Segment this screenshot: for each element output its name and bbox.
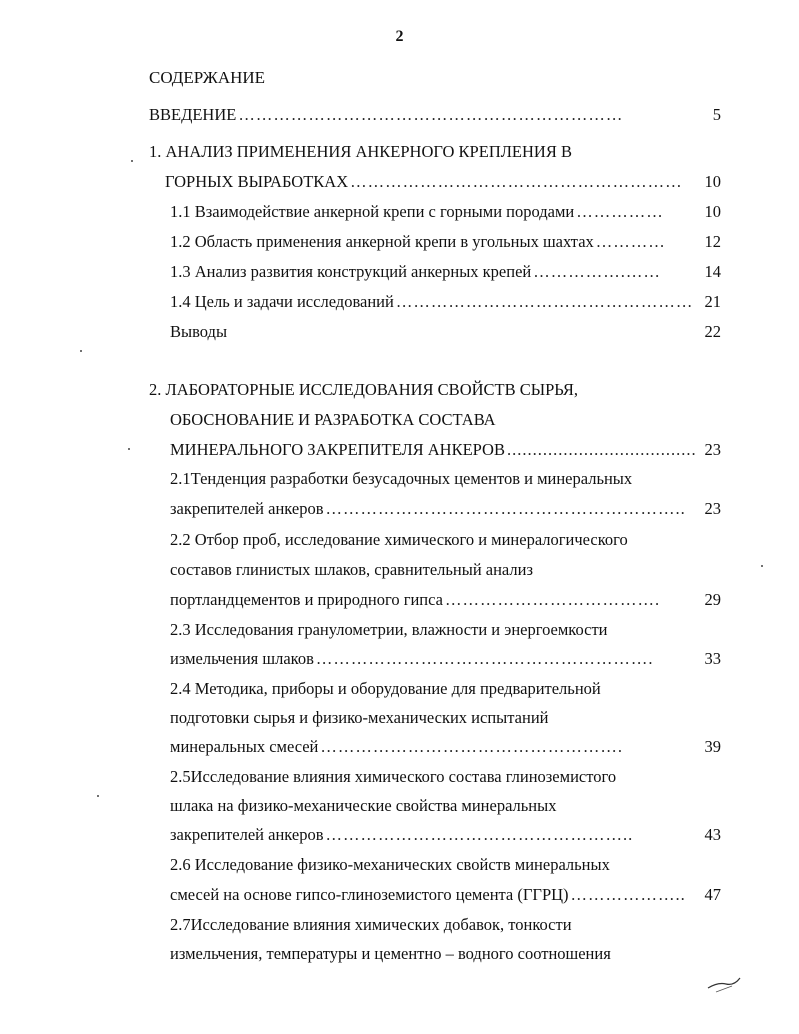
toc-entry-text: измельчения шлаков: [170, 649, 314, 668]
toc-entry-2-7-cont: измельчения, температуры и цементно – водного соотношения: [170, 944, 611, 963]
toc-entry-text: закрепителей анкеров: [170, 825, 324, 844]
toc-entry-text: ВВЕДЕНИЕ: [149, 105, 237, 124]
toc-page-number: 43: [704, 825, 721, 844]
chapter-1-heading: 1. АНАЛИЗ ПРИМЕНЕНИЯ АНКЕРНОГО КРЕПЛЕНИЯ В: [149, 142, 572, 161]
toc-entry-text: закрепителей анкеров: [170, 499, 324, 518]
dot-leader: …………………………………………………: [350, 172, 683, 191]
toc-entry-2-4-cont-2: [170, 737, 721, 757]
dot-leader: …………………………………………………………: [238, 105, 624, 124]
toc-entry-2-3: 2.3 Исследования гранулометрии, влажности и энергоемкости: [170, 620, 608, 639]
toc-page-number: 10: [704, 172, 721, 191]
dot-leader: …………………………………………….: [320, 737, 623, 756]
toc-page-number: 22: [704, 322, 721, 341]
scan-speck: [128, 448, 130, 450]
dot-leader: ………………..: [570, 885, 686, 904]
dot-leader: ……………………………………………..: [325, 825, 634, 844]
toc-entry-introduction: [149, 105, 721, 125]
dot-leader: …………: [595, 232, 666, 251]
toc-page-number: 33: [704, 649, 721, 668]
toc-page-number: 47: [704, 885, 721, 904]
toc-entry-conclusions: [170, 322, 721, 342]
toc-entry-1-4: [170, 292, 721, 312]
toc-entry-text: 1.1 Взаимодействие анкерной крепи с горными породами: [170, 202, 575, 221]
toc-entry-1-3: [170, 262, 721, 282]
toc-entry-1-1: [170, 202, 721, 222]
chapter-2-heading-cont-2: [170, 440, 721, 460]
toc-entry-2-6: 2.6 Исследование физико-механических свойств минеральных: [170, 855, 610, 874]
toc-entry-2-5-cont: шлака на физико-механические свойства минеральных: [170, 796, 557, 815]
toc-entry-text: 1.2 Область применения анкерной крепи в угольных шахтах: [170, 232, 594, 251]
chapter-2-heading-cont: ОБОСНОВАНИЕ И РАЗРАБОТКА СОСТАВА: [170, 410, 496, 429]
toc-entry-2-4: 2.4 Методика, приборы и оборудование для предварительной: [170, 679, 601, 698]
chapter-1-heading-cont: [165, 172, 721, 192]
dot-leader: ……………………………….: [444, 590, 661, 609]
toc-entry-2-5-cont-2: [170, 825, 721, 845]
toc-entry-text: смесей на основе гипсо-глиноземистого цемента (ГГРЦ): [170, 885, 569, 904]
scan-speck: [80, 350, 82, 352]
page-number: 2: [395, 28, 404, 45]
toc-entry-2-5: 2.5Исследование влияния химического состава глиноземистого: [170, 767, 617, 786]
scan-speck: [131, 160, 133, 162]
toc-page-number: 29: [704, 590, 721, 609]
toc-entry-text: ГОРНЫХ ВЫРАБОТКАХ: [165, 172, 349, 191]
toc-entry-text: 1.3 Анализ развития конструкций анкерных крепей: [170, 262, 532, 281]
dot-leader: …………….……: [533, 262, 661, 281]
pen-mark-icon: [706, 972, 742, 994]
toc-entry-2-1-cont: [170, 499, 721, 519]
toc-entry-text: портландцементов и природного гипса: [170, 590, 443, 609]
toc-title: СОДЕРЖАНИЕ: [149, 68, 266, 87]
toc-page-number: 14: [704, 262, 721, 281]
toc-entry-text: Выводы: [170, 322, 228, 341]
toc-page-number: 23: [704, 440, 721, 459]
toc-page-number: 23: [704, 499, 721, 518]
toc-entry-2-4-cont: подготовки сырья и физико-механических испытаний: [170, 708, 549, 727]
scan-speck: [97, 795, 99, 797]
scan-speck: [761, 565, 763, 567]
toc-entry-text: 1.4 Цель и задачи исследований: [170, 292, 394, 311]
chapter-2-heading: 2. ЛАБОРАТОРНЫЕ ИССЛЕДОВАНИЯ СВОЙСТВ СЫРЬЯ,: [149, 380, 579, 399]
toc-page-number: 21: [704, 292, 721, 311]
toc-page-number: 5: [712, 105, 721, 124]
dot-leader: ……………………………………………………..: [325, 499, 686, 518]
toc-entry-text: МИНЕРАЛЬНОГО ЗАКРЕПИТЕЛЯ АНКЕРОВ: [170, 440, 505, 459]
toc-page-number: 39: [704, 737, 721, 756]
dot-leader: .....................................: [506, 440, 697, 459]
toc-entry-2-2-cont-2: [170, 590, 721, 610]
toc-page-number: 12: [704, 232, 721, 251]
toc-entry-2-2: 2.2 Отбор проб, исследование химического и минералогического: [170, 530, 628, 549]
dot-leader: ………………………………………………….: [315, 649, 654, 668]
toc-entry-2-7: 2.7Исследование влияния химических добавок, тонкости: [170, 915, 572, 934]
dot-leader: ……………………………………………: [395, 292, 694, 311]
toc-entry-2-6-cont: [170, 885, 721, 905]
toc-page-number: 10: [704, 202, 721, 221]
toc-entry-2-1: 2.1Тенденция разработки безусадочных цементов и минеральных: [170, 469, 633, 488]
toc-entry-2-2-cont: составов глинистых шлаков, сравнительный анализ: [170, 560, 533, 579]
toc-entry-1-2: [170, 232, 721, 252]
toc-entry-2-3-cont: [170, 649, 721, 669]
toc-entry-text: минеральных смесей: [170, 737, 319, 756]
dot-leader: ……………: [576, 202, 664, 221]
